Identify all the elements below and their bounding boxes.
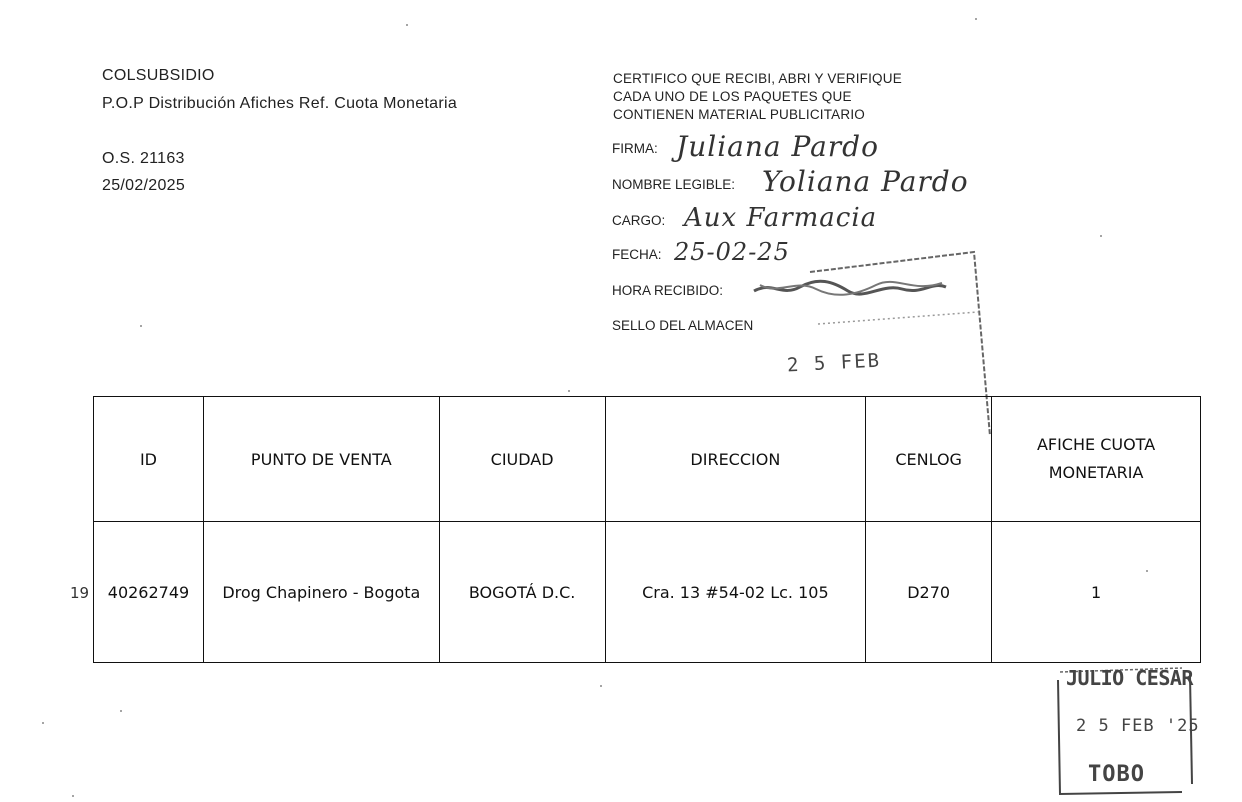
table-header-row	[94, 397, 1201, 522]
cell-direccion: Cra. 13 #54-02 Lc. 105	[605, 522, 866, 663]
stamp-top-date: 2 5 FEB	[786, 349, 882, 377]
scan-speck	[120, 710, 122, 712]
scan-speck	[72, 795, 74, 797]
scan-speck	[975, 18, 977, 20]
fecha-value: 25-02-25	[674, 238, 790, 266]
certification-line-1: CERTIFICO QUE RECIBI, ABRI Y VERIFIQUE	[613, 71, 902, 86]
cell-punto-de-venta: Drog Chapinero - Bogota	[203, 522, 439, 663]
column-header: ID	[94, 397, 204, 522]
certification-line-3: CONTIENEN MATERIAL PUBLICITARIO	[613, 107, 865, 122]
scan-speck	[42, 722, 44, 724]
column-header: PUNTO DE VENTA	[203, 397, 439, 522]
column-header	[992, 397, 1201, 522]
stamp-receiver-place: TOBO	[1088, 762, 1145, 787]
company-name: COLSUBSIDIO	[102, 67, 215, 84]
scan-speck	[568, 390, 570, 392]
scan-speck	[140, 325, 142, 327]
hora-recibido-label: HORA RECIBIDO:	[612, 283, 724, 298]
distribution-table	[93, 396, 1201, 663]
row-number: 19	[70, 584, 90, 602]
cell-ciudad: BOGOTÁ D.C.	[439, 522, 605, 663]
document-date: 25/02/2025	[102, 177, 186, 194]
nombre-legible-value: Yoliana Pardo	[762, 165, 969, 198]
firma-signature: Juliana Pardo	[676, 130, 879, 163]
fecha-label: FECHA:	[612, 247, 662, 262]
certification-line-2: CADA UNO DE LOS PAQUETES QUE	[613, 89, 852, 104]
column-header: CIUDAD	[439, 397, 605, 522]
cargo-label: CARGO:	[612, 213, 666, 228]
stamp-receiver-date: 2 5 FEB '25	[1076, 716, 1200, 736]
stamp-receiver-name: JULIO CESAR	[1066, 666, 1193, 690]
cargo-value: Aux Farmacia	[684, 203, 878, 233]
order-number: O.S. 21163	[102, 150, 185, 167]
cell-afiche-cuota: 1	[992, 522, 1201, 663]
scan-speck	[406, 24, 408, 26]
scan-speck	[600, 685, 602, 687]
scan-speck	[1100, 235, 1102, 237]
firma-label: FIRMA:	[612, 141, 658, 156]
table-row	[94, 522, 1201, 663]
sello-almacen-label: SELLO DEL ALMACEN	[612, 318, 754, 333]
cell-id: 40262749	[94, 522, 204, 663]
column-header-label: AFICHE CUOTA MONETARIA	[1036, 435, 1156, 482]
cell-cenlog: D270	[866, 522, 992, 663]
column-header: DIRECCION	[605, 397, 866, 522]
document-subject: P.O.P Distribución Afiches Ref. Cuota Monetaria	[102, 95, 458, 112]
column-header: CENLOG	[866, 397, 992, 522]
nombre-legible-label: NOMBRE LEGIBLE:	[612, 177, 736, 192]
